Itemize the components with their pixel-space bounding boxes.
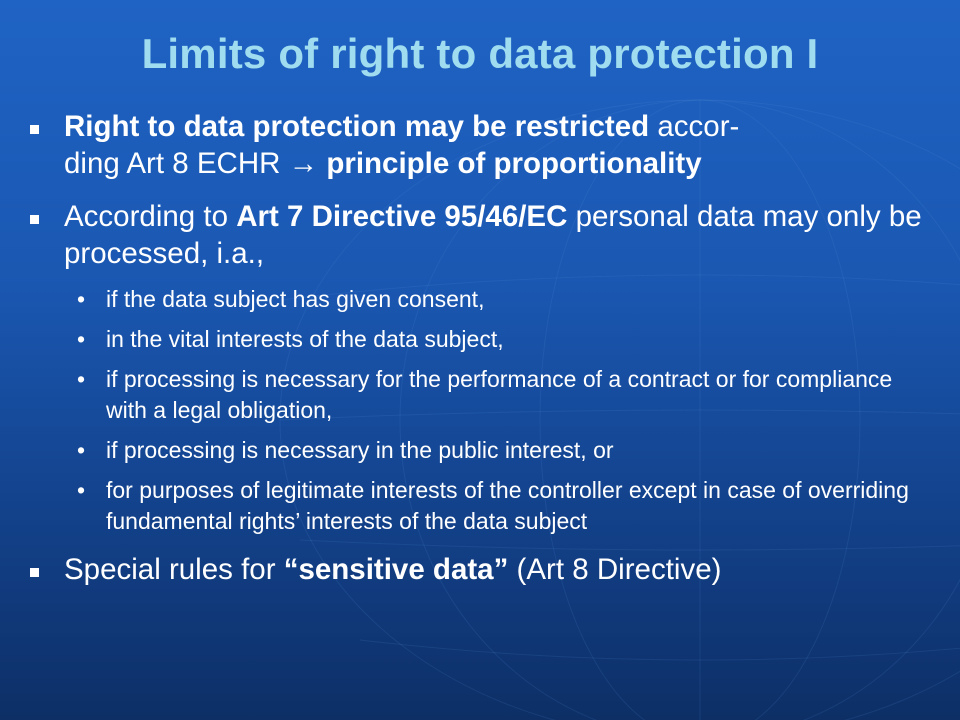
bullet-sensitive-text-2: (Art 8 Directive) (508, 553, 722, 586)
sub-item-contract (28, 364, 938, 426)
sub-item-text: if processing is necessary in the public interest, or (106, 437, 614, 463)
sub-item-public-interest (28, 435, 938, 466)
proportionality-principle: principle of proportionality (318, 147, 702, 180)
sensitive-data-term: “sensitive data” (283, 553, 509, 586)
sub-item-text: for purposes of legitimate interests of the controller except in case of overriding fundamental rights’ interests of the data subject (106, 477, 909, 534)
bullet-art7-text: According to (64, 200, 237, 233)
dot-bullet-icon: • (77, 366, 86, 392)
sub-item-text: in the vital interests of the data subject, (106, 326, 504, 352)
bullet-restriction (28, 108, 938, 182)
bullet-restriction-text: accor- (649, 110, 740, 143)
dot-bullet-icon: • (77, 477, 86, 503)
sub-item-text: if the data subject has given consent, (106, 286, 485, 312)
square-bullet-icon (30, 568, 39, 577)
sub-item-vital-interests (28, 324, 938, 355)
sub-item-consent (28, 284, 938, 315)
bullet-restriction-text-2: ding Art 8 ECHR (64, 147, 289, 180)
bullet-restriction-bold: Right to data protection may be restricted (64, 110, 650, 143)
arrow-icon: → (288, 147, 319, 180)
bullet-art7 (28, 198, 938, 272)
slide-title: Limits of right to data protection I (141, 30, 819, 77)
square-bullet-icon (30, 125, 39, 134)
bullet-art7-bold: Art 7 Directive 95/46/EC (236, 200, 568, 233)
dot-bullet-icon: • (77, 326, 86, 352)
sub-item-legitimate-interests (28, 475, 938, 537)
bullet-sensitive-text: Special rules for (64, 553, 284, 586)
square-bullet-icon (30, 215, 39, 224)
dot-bullet-icon: • (77, 437, 86, 463)
dot-bullet-icon: • (77, 286, 86, 312)
sub-item-text: if processing is necessary for the performance of a contract or for compliance with a legal obligation, (106, 366, 893, 423)
bullet-sensitive-data (28, 551, 938, 588)
bullet-list (28, 108, 938, 604)
bullet-art7-text-2: personal data may only be processed, i.a., (64, 200, 922, 270)
